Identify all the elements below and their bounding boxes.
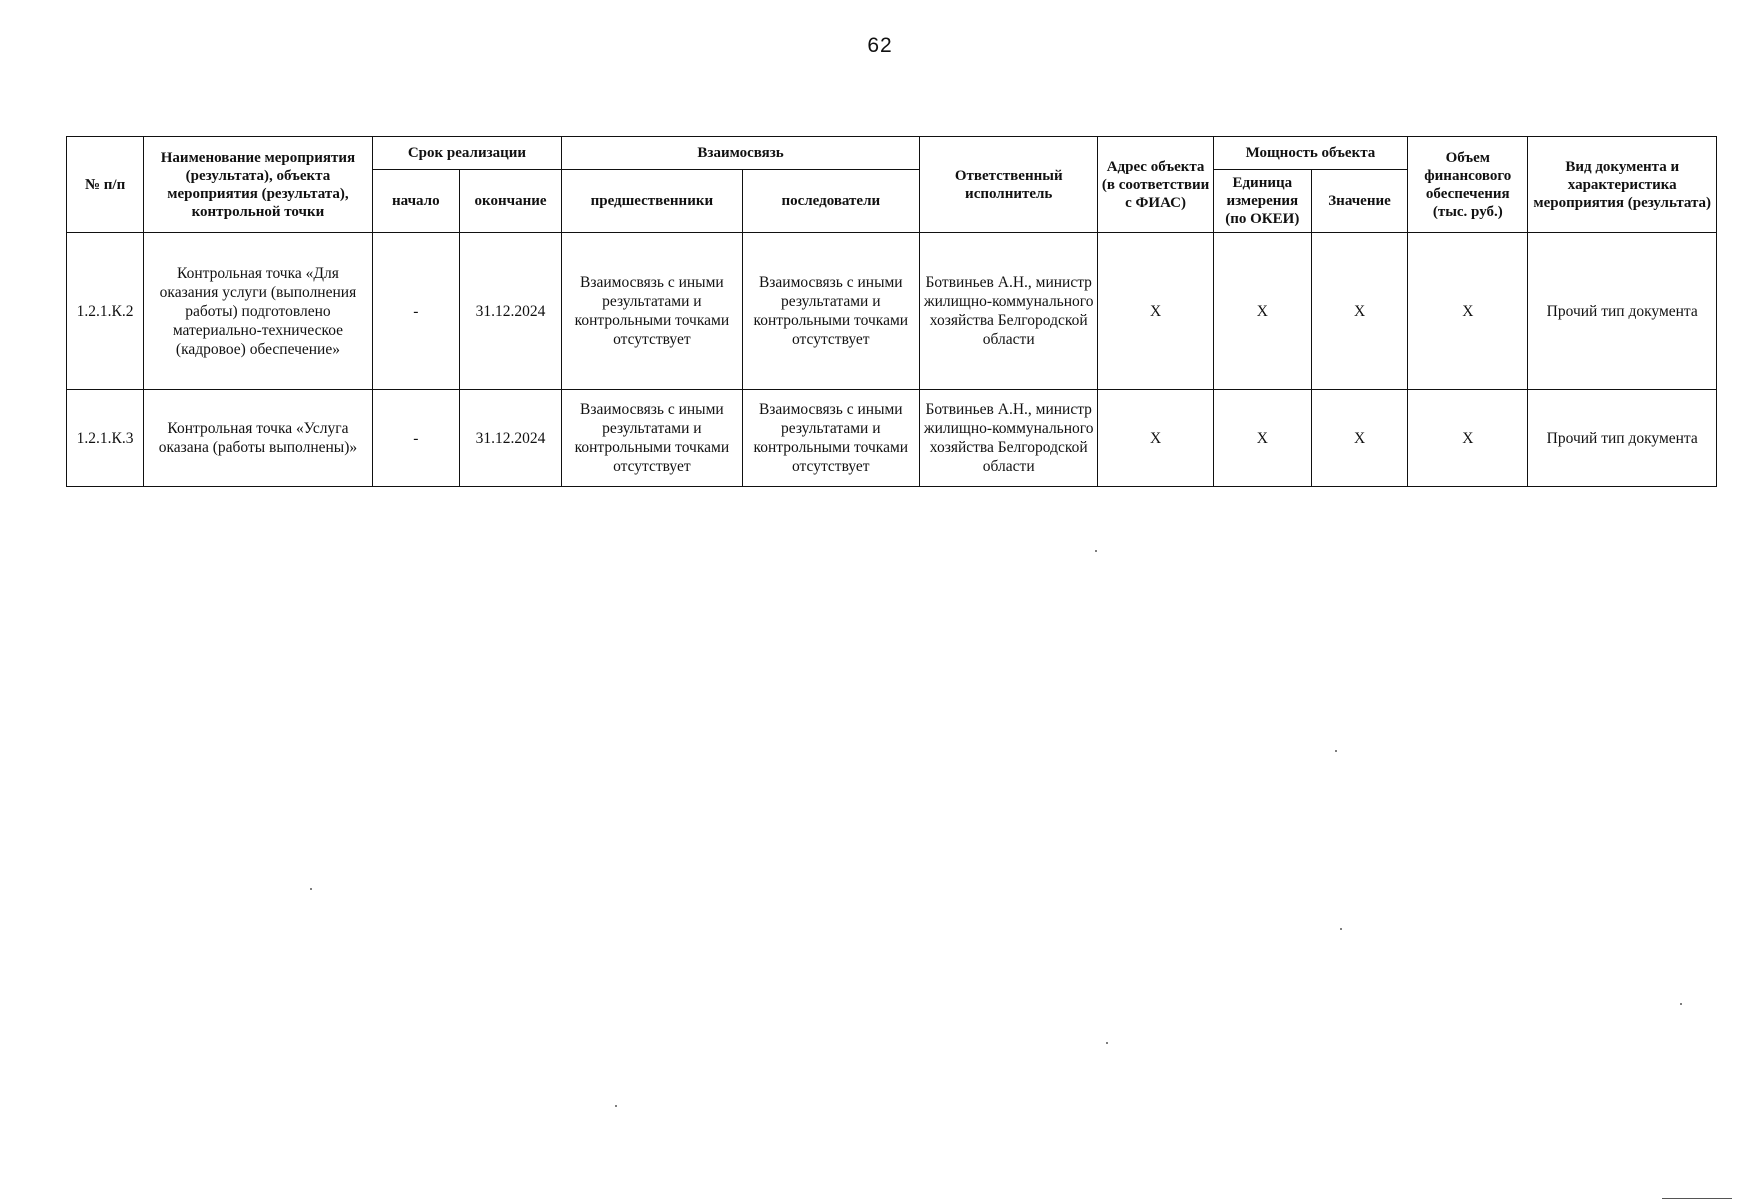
cell-num: 1.2.1.К.2 xyxy=(67,233,144,390)
plan-table xyxy=(66,136,1717,487)
header-predecessors: предшественники xyxy=(562,170,742,233)
header-relation: Взаимосвязь xyxy=(562,137,920,170)
cell-name: Контрольная точка «Для оказания услуги (выполнения работы) подготовлено материально-техническое (кадровое) обеспечение» xyxy=(144,233,373,390)
cell-finance: X xyxy=(1408,390,1528,487)
header-finance: Объем финансового обеспечения (тыс. руб.) xyxy=(1408,137,1528,233)
header-period-end: окончание xyxy=(459,170,561,233)
scan-speck xyxy=(615,1105,617,1107)
cell-unit: X xyxy=(1213,390,1311,487)
cell-doc-type: Прочий тип документа xyxy=(1528,390,1717,487)
header-successors: последователи xyxy=(742,170,919,233)
cell-address: X xyxy=(1098,233,1213,390)
header-period-start: начало xyxy=(372,170,459,233)
scan-rule xyxy=(1662,1198,1732,1199)
header-name: Наименование мероприятия (результата), объекта мероприятия (результата), контрольной точки xyxy=(144,137,373,233)
cell-address: X xyxy=(1098,390,1213,487)
header-num: № п/п xyxy=(67,137,144,233)
cell-finance: X xyxy=(1408,233,1528,390)
scan-speck xyxy=(1340,928,1342,930)
scan-speck xyxy=(310,888,312,890)
cell-predecessors: Взаимосвязь с иными результатами и контрольными точками отсутствует xyxy=(562,390,742,487)
cell-value: X xyxy=(1311,390,1407,487)
table-row xyxy=(67,390,1717,487)
cell-value: X xyxy=(1311,233,1407,390)
cell-responsible: Ботвиньев А.Н., министр жилищно-коммунального хозяйства Белгородской области xyxy=(920,233,1098,390)
cell-start: - xyxy=(372,233,459,390)
cell-unit: X xyxy=(1213,233,1311,390)
cell-successors: Взаимосвязь с иными результатами и контрольными точками отсутствует xyxy=(742,233,919,390)
cell-successors: Взаимосвязь с иными результатами и контрольными точками отсутствует xyxy=(742,390,919,487)
scan-speck xyxy=(1335,750,1337,752)
cell-doc-type: Прочий тип документа xyxy=(1528,233,1717,390)
table-header xyxy=(67,137,1717,233)
scan-speck xyxy=(1680,1003,1682,1005)
header-doc-type: Вид документа и характеристика мероприятия (результата) xyxy=(1528,137,1717,233)
table-body xyxy=(67,233,1717,487)
header-address: Адрес объекта (в соответствии с ФИАС) xyxy=(1098,137,1213,233)
cell-start: - xyxy=(372,390,459,487)
header-value: Значение xyxy=(1311,170,1407,233)
header-responsible: Ответственный исполнитель xyxy=(920,137,1098,233)
scan-speck xyxy=(1095,550,1097,552)
cell-num: 1.2.1.К.3 xyxy=(67,390,144,487)
table-row xyxy=(67,233,1717,390)
cell-end: 31.12.2024 xyxy=(459,233,561,390)
page-number: 62 xyxy=(867,34,893,57)
header-unit: Единица измерения (по ОКЕИ) xyxy=(1213,170,1311,233)
scan-speck xyxy=(1106,1042,1108,1044)
header-period: Срок реализации xyxy=(372,137,561,170)
header-capacity: Мощность объекта xyxy=(1213,137,1407,170)
cell-end: 31.12.2024 xyxy=(459,390,561,487)
cell-predecessors: Взаимосвязь с иными результатами и контрольными точками отсутствует xyxy=(562,233,742,390)
cell-name: Контрольная точка «Услуга оказана (работы выполнены)» xyxy=(144,390,373,487)
cell-responsible: Ботвиньев А.Н., министр жилищно-коммунального хозяйства Белгородской области xyxy=(920,390,1098,487)
